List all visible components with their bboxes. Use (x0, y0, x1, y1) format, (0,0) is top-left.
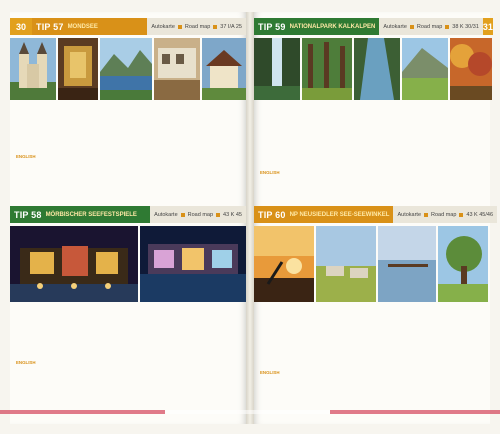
left-page (10, 12, 246, 424)
tip-60-map-ref: Autokarte Road map 43 K 45/46 (393, 206, 497, 223)
tip-59-text-de (260, 106, 484, 168)
tip-57-text-de (16, 106, 240, 150)
photo-interior (58, 38, 98, 100)
photo-mountain-meadow (402, 38, 448, 100)
tip-57-label: TIP 57 (36, 21, 64, 32)
map-dot-icon (216, 213, 220, 217)
tip-60-label: TIP 60 (258, 209, 286, 220)
map-dot-icon (459, 213, 463, 217)
tip-59-map-ref: Autokarte Road map 38 K 30/31 (379, 18, 483, 35)
lang-label-en: ENGLISH (260, 370, 280, 375)
photo-stage-performance (10, 226, 138, 302)
book-gutter (246, 12, 254, 424)
page-number-right: 31 (483, 18, 493, 35)
photo-house (202, 38, 246, 100)
tip-59-title (254, 18, 379, 35)
tip-58-label: TIP 58 (14, 209, 42, 220)
tip-57-title (32, 18, 147, 35)
tip-58-text-en (16, 360, 240, 412)
tip-58-photos (10, 226, 246, 302)
tip-59-label: TIP 59 (258, 21, 286, 32)
tip-60-text-en (260, 370, 484, 414)
lang-label-en: ENGLISH (16, 154, 36, 159)
lang-label-en: ENGLISH (260, 170, 280, 175)
page-number-left: 30 (10, 18, 32, 35)
tip-60-title (254, 206, 393, 223)
photo-cattle (316, 226, 376, 302)
tip-58-map-ref: Autokarte Road map 43 K 45 (150, 206, 246, 223)
tip-60-header (254, 206, 494, 223)
photo-lake (100, 38, 152, 100)
tip-57-text-en (16, 154, 240, 194)
tip-59-header (254, 18, 493, 35)
photo-sunset-telescope (254, 226, 314, 302)
tip-60-text-de (260, 310, 484, 370)
tip-58-text-de (16, 310, 240, 356)
photo-church-towers (10, 38, 56, 100)
tip-57-header (10, 18, 246, 35)
map-dot-icon (410, 25, 414, 29)
tip-59-text-en (260, 170, 484, 200)
tip-58-title (10, 206, 150, 223)
photo-autumn-forest (450, 38, 492, 100)
tip-57-map-ref: Autokarte Road map 37 I/A 25 (147, 18, 246, 35)
photo-waterfall (254, 38, 300, 100)
tip-59-photos (254, 38, 490, 100)
tip-57-name: MONDSEE (67, 23, 98, 30)
photo-market (154, 38, 200, 100)
map-dot-icon (424, 213, 428, 217)
tip-60-photos (254, 226, 490, 302)
map-dot-icon (181, 213, 185, 217)
right-page (254, 12, 494, 424)
photo-pier (378, 226, 436, 302)
tip-58-header (10, 206, 246, 223)
map-dot-icon (178, 25, 182, 29)
photo-forest-trail (302, 38, 352, 100)
lang-label-en: ENGLISH (16, 360, 36, 365)
tip-59-name: NATIONALPARK KALKALPEN (289, 23, 376, 30)
map-dot-icon (445, 25, 449, 29)
photo-stage-night (140, 226, 246, 302)
map-dot-icon (213, 25, 217, 29)
photo-tree (438, 226, 488, 302)
photo-stream (354, 38, 400, 100)
tip-60-name: NP NEUSIEDLER SEE-SEEWINKEL (289, 211, 390, 218)
tip-57-photos (10, 38, 246, 100)
tip-58-name: MÖRBISCHER SEEFESTSPIELE (45, 211, 137, 218)
bottom-edge-strip (0, 410, 500, 414)
